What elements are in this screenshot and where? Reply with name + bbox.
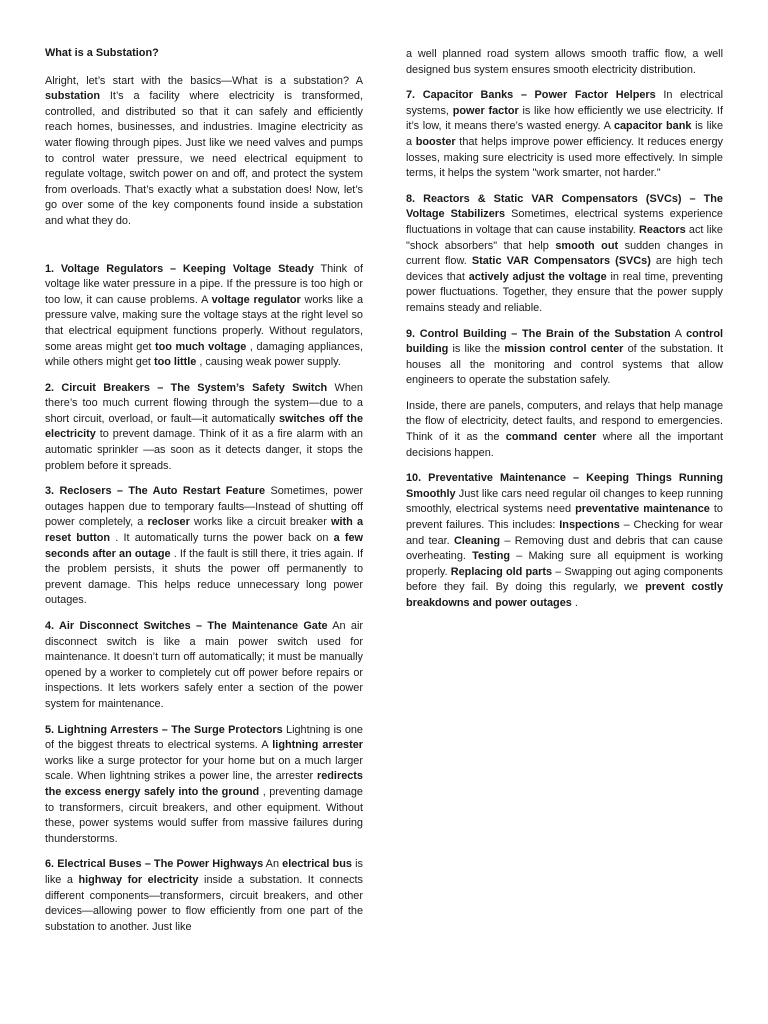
text-run: Inside, there are panels, computers, and relays that help manage the flow of electricity, detect faults, and respond to emergencies. Think of it as the [406, 399, 723, 444]
text-run: When there’s too much current flowing through the system—due to a short circuit, overload, or fault—it automatically [45, 381, 363, 425]
bold-term: smooth out [555, 239, 619, 252]
text-run: . It automatically turns the power back on [110, 532, 334, 545]
bold-term: Cleaning [454, 534, 501, 547]
bold-term: control building [406, 327, 723, 356]
text-run: in real time, preventing power fluctuations. Together, they ensure that the power supply remains steady and reliable. [406, 270, 723, 314]
bold-term: preventative maintenance [575, 503, 710, 516]
bold-term: 10. Preventative Maintenance – Keeping Things Running Smoothly [406, 472, 723, 500]
text-run: act like "shock absorbers" that help [406, 223, 723, 252]
text-run: Think of voltage like water pressure in a pipe. If the pressure is too high or too low, it can cause problems. A [45, 262, 363, 306]
bold-term: too much voltage [155, 340, 247, 353]
bold-term: a few seconds after an outage [45, 532, 363, 560]
text-run: – Checking for wear and tear. [406, 519, 723, 547]
text-run: Lightning is one of the biggest threats to electrical systems. A [45, 723, 363, 752]
left-column [45, 46, 363, 945]
spacer [45, 240, 363, 262]
text-run: , preventing damage to transformers, circuit breakers, and other equipment. Without these, power systems would suffer from massive failures during thunderstorms. [45, 785, 363, 845]
text-run: works like a surge protector for your home but on a much larger scale. When lightning strikes a power line, the arrester [45, 754, 363, 783]
bold-term: Inspections [559, 519, 620, 532]
text-run: a well planned road system allows smooth traffic flow, a well designed bus system ensures smooth electricity distribution. [406, 48, 723, 76]
bold-term: Static VAR Compensators (SVCs) [471, 255, 651, 268]
bold-term: booster [415, 135, 456, 148]
section-paragraph-s9 [406, 327, 723, 389]
text-run: Alright, let’s start with the basics—What is a substation? A [45, 74, 363, 87]
text-run: – Making sure all equipment is working properly. [406, 550, 723, 578]
text-run: , causing weak power supply. [196, 356, 341, 369]
bold-term: Replacing old parts [450, 565, 553, 578]
right-column [406, 47, 723, 622]
bold-term: highway for electricity [78, 873, 199, 886]
text-run: inside a substation. It connects different components—transformers, circuit breakers, and other devices—allowing power to flow efficiently from one part of the substation to another. Just like [45, 873, 363, 933]
intro-paragraph [45, 74, 363, 230]
text-run: . If the fault is still there, it tries again. If the problem persists, it shuts the power off permanently to prevent damage. This helps reduce unnecessary long power outages. [45, 547, 363, 607]
text-run: to prevent failures. This includes: [406, 503, 723, 532]
section-paragraph-s5 [45, 723, 363, 848]
text-run: sudden changes in current flow. [406, 239, 723, 268]
text-run: Sometimes, electrical systems experience fluctuations in voltage that can cause instability. [406, 208, 723, 236]
bold-term: 3. Reclosers – The Auto Restart Feature [45, 485, 266, 498]
section-paragraph-s10 [406, 471, 723, 611]
text-run: – Removing dust and debris that can cause overheating. [406, 534, 723, 563]
text-run: – Swapping out aging components before they fail. By doing this regularly, we [406, 565, 723, 594]
text-run: An air disconnect switch is like a main power switch used for maintenance. It doesn’t turn off automatically; it must be manually opened by a worker to completely cut off power before repairs or inspections. It lets workers safely enter a section of the power system for maintenance. [45, 620, 364, 710]
bold-term: actively adjust the voltage [468, 270, 607, 283]
page-title: What is a Substation? [45, 47, 159, 59]
bold-term: switches off the electricity [45, 412, 364, 441]
bold-term: 2. Circuit Breakers – The System’s Safety Switch [45, 381, 328, 394]
bold-term: with a reset button [45, 516, 364, 545]
section-paragraph-s7 [406, 88, 723, 182]
bold-term: 8. Reactors & Static VAR Compensators (SVCs) – The Voltage Stabilizers [406, 192, 723, 221]
bold-term: Reactors [639, 223, 686, 236]
section-paragraph-s4 [45, 619, 363, 713]
text-run: An [263, 858, 283, 871]
text-run: is like a [406, 120, 723, 148]
text-run: that helps improve power efficiency. It reduces energy losses, making sure electricity is used more effectively. In simple terms, it helps the system "work smarter, not harder." [406, 135, 723, 180]
right-sections [406, 47, 723, 612]
bold-term: 9. Control Building – The Brain of the Substation [406, 327, 671, 340]
section-paragraph-s1 [45, 262, 363, 371]
bold-term: 5. Lightning Arresters – The Surge Protectors [45, 723, 283, 736]
section-paragraph-s2 [45, 381, 363, 475]
text-run: , damaging appliances, while others might get [45, 340, 363, 369]
bold-term: voltage regulator [211, 293, 301, 306]
text-run: Sometimes, power outages happen due to temporary faults—Instead of shutting off power completely, a [45, 485, 364, 529]
bold-term: command center [505, 431, 597, 444]
text-run: is like a [45, 858, 363, 886]
bold-term: lightning arrester [272, 739, 363, 752]
text-run: are high tech devices that [406, 255, 723, 283]
bold-term: Testing [472, 550, 511, 563]
bold-term: electrical bus [282, 858, 352, 871]
bold-term: prevent costly breakdowns and power outages [406, 581, 724, 609]
section-paragraph-s6b [406, 47, 723, 78]
text-run: A [670, 327, 687, 340]
text-run: In electrical systems, [406, 89, 723, 117]
bold-term: recloser [147, 516, 190, 529]
bold-term: power factor [452, 104, 519, 117]
bold-term: 7. Capacitor Banks – Power Factor Helpers [406, 89, 656, 102]
section-paragraph-s6 [45, 857, 363, 935]
text-run: . [571, 597, 578, 609]
text-run: is like the [448, 343, 505, 356]
text-run: of the substation. It houses all the monitoring and control systems that allow engineers to operate the substation safely. [406, 343, 723, 387]
bold-term: 4. Air Disconnect Switches – The Maintenance Gate [45, 620, 328, 632]
section-paragraph-s8 [406, 192, 723, 317]
text-run: It’s a facility where electricity is transformed, controlled, and distributed so that it can safely and efficiently reach homes, businesses, and industries. Imagine electricity as water flowing through pipes. Just like we need valves and pumps to control water pressure, we need electrical equipment to regulate voltage, switch power on and off, and protect the system from overloads. That’s exactly what a substation does! Now, let’s go over some of the key components found inside a substation and what they do. [45, 90, 363, 227]
text-run: Just like cars need regular oil changes to keep running smoothly, electrical systems need [406, 487, 723, 516]
bold-term: redirects the excess energy safely into the ground [45, 770, 363, 798]
text-run: to prevent damage. Think of it as a fire alarm with an automatic sprinkler —as soon as it detects danger, it stops the problem before it spreads. [45, 428, 363, 472]
bold-term: capacitor bank [613, 120, 692, 133]
left-sections [45, 262, 363, 936]
text-run: works like a circuit breaker [189, 516, 332, 529]
bold-term: too little [153, 356, 197, 369]
bold-term: 6. Electrical Buses – The Power Highways [45, 858, 264, 871]
bold-term: 1. Voltage Regulators – Keeping Voltage Steady [45, 262, 314, 275]
text-run: works like a pressure valve, making sure the voltage stays at the right level so that electrical equipment functions properly. Without regulators, some areas might get [45, 293, 364, 353]
text-run: where all the important decisions happen. [406, 431, 723, 459]
bold-term: mission control center [504, 343, 624, 356]
section-paragraph-s9b [406, 399, 723, 461]
bold-term: substation [45, 90, 101, 103]
section-paragraph-s3 [45, 484, 363, 609]
text-run: is like how efficiently we use electricity. If it’s low, it means there’s wasted energy. A [406, 104, 723, 133]
